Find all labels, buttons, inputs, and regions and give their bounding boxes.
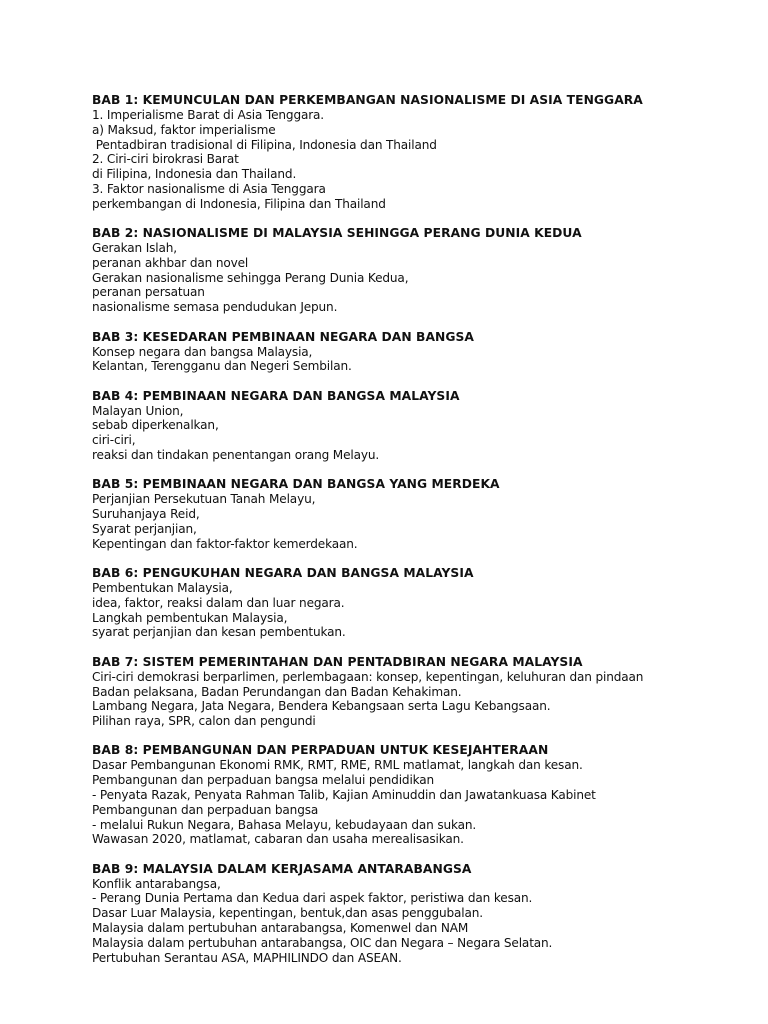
chapter-topic-line: Kepentingan dan faktor-faktor kemerdekaan. [92,536,358,551]
chapter-topic-line: Lambang Negara, Jata Negara, Bendera Kebangsaan serta Lagu Kebangsaan. [92,699,551,714]
chapter-topic-line: Pilihan raya, SPR, calon dan pengundi [92,714,316,729]
chapter-topic-line: Konsep negara dan bangsa Malaysia, [92,344,313,359]
chapter-section [92,477,752,551]
chapter-topic-line: di Filipina, Indonesia dan Thailand. [92,167,297,182]
chapter-topic-line: Wawasan 2020, matlamat, cabaran dan usaha merealisasikan. [92,832,464,847]
chapter-topic-line: Malaysia dalam pertubuhan antarabangsa, Komenwel dan NAM [92,921,469,936]
chapter-topic-line: idea, faktor, reaksi dalam dan luar negara. [92,595,345,610]
chapter-topic-line: Gerakan Islah, [92,241,177,256]
chapter-topic-line: Langkah pembentukan Malaysia, [92,610,288,625]
chapter-topic-line: a) Maksud, faktor imperialisme [92,122,276,137]
chapter-section [92,330,752,375]
chapter-topic-line: 3. Faktor nasionalisme di Asia Tenggara [92,181,326,196]
chapter-heading: BAB 7: SISTEM PEMERINTAHAN DAN PENTADBIRAN NEGARA MALAYSIA [92,654,583,669]
chapter-topic-line: Pembangunan dan perpaduan bangsa melalui pendidikan [92,773,435,788]
chapter-topic-line: Malaysia dalam pertubuhan antarabangsa, OIC dan Negara – Negara Selatan. [92,935,553,950]
chapter-section [92,566,752,640]
chapter-section [92,93,752,212]
chapter-heading: BAB 2: NASIONALISME DI MALAYSIA SEHINGGA PERANG DUNIA KEDUA [92,226,582,241]
chapter-topic-line: Pembangunan dan perpaduan bangsa [92,802,319,817]
chapter-topic-line: - Penyata Razak, Penyata Rahman Talib, Kajian Aminuddin dan Jawatankuasa Kabinet [92,788,596,802]
chapter-heading: BAB 8: PEMBANGUNAN DAN PERPADUAN UNTUK KESEJAHTERAAN [92,743,549,758]
chapter-topic-line: Pertubuhan Serantau ASA, MAPHILINDO dan ASEAN. [92,950,402,965]
chapter-topic-line: reaksi dan tindakan penentangan orang Melayu. [92,448,380,463]
chapter-topic-line: Pembentukan Malaysia, [92,581,233,596]
chapter-heading: BAB 4: PEMBINAAN NEGARA DAN BANGSA MALAYSIA [92,388,460,403]
chapter-topic-line: 1. Imperialisme Barat di Asia Tenggara. [92,108,325,122]
chapter-topic-line: Syarat perjanjian, [92,521,197,536]
chapter-topic-line: nasionalisme semasa pendudukan Jepun. [92,300,338,315]
chapter-topic-line: peranan akhbar dan novel [92,255,249,270]
chapter-heading: BAB 6: PENGUKUHAN NEGARA DAN BANGSA MALAYSIA [92,566,474,581]
chapter-heading: BAB 1: KEMUNCULAN DAN PERKEMBANGAN NASIONALISME DI ASIA TENGGARA [92,93,643,107]
chapter-heading: BAB 3: KESEDARAN PEMBINAAN NEGARA DAN BANGSA [92,329,474,344]
chapter-topic-line: Kelantan, Terengganu dan Negeri Sembilan. [92,359,352,374]
chapter-topic-line: syarat perjanjian dan kesan pembentukan. [92,625,346,640]
chapter-topic-line: sebab diperkenalkan, [92,418,219,433]
chapter-topic-line: Perjanjian Persekutuan Tanah Melayu, [92,492,316,507]
chapter-topic-line: Dasar Luar Malaysia, kepentingan, bentuk,dan asas penggubalan. [92,906,483,921]
chapter-topic-line: Badan pelaksana, Badan Perundangan dan Badan Kehakiman. [92,684,462,699]
chapter-section [92,389,752,463]
chapter-topic-line: Pentadbiran tradisional di Filipina, Indonesia dan Thailand [92,137,437,152]
chapter-section [92,862,752,966]
chapter-heading: BAB 5: PEMBINAAN NEGARA DAN BANGSA YANG MERDEKA [92,477,500,492]
chapter-topic-line: 2. Ciri-ciri birokrasi Barat [92,152,239,167]
chapter-topic-line: perkembangan di Indonesia, Filipina dan Thailand [92,196,386,211]
chapter-heading: BAB 9: MALAYSIA DALAM KERJASAMA ANTARABANGSA [92,861,472,876]
chapter-topic-line: - melalui Rukun Negara, Bahasa Melayu, kebudayaan dan sukan. [92,817,477,832]
chapter-section [92,655,752,729]
chapter-topic-line: Dasar Pembangunan Ekonomi RMK, RMT, RME, RML matlamat, langkah dan kesan. [92,758,583,773]
chapter-topic-line: Konflik antarabangsa, [92,876,221,891]
chapter-topic-line: peranan persatuan [92,285,205,300]
chapter-section [92,226,752,315]
document-page [92,93,752,980]
chapter-topic-line: Ciri-ciri demokrasi berparlimen, perlembagaan: konsep, kepentingan, keluhuran dan pindaan [92,669,644,684]
chapter-section [92,743,752,847]
chapter-topic-line: - Perang Dunia Pertama dan Kedua dari aspek faktor, peristiwa dan kesan. [92,891,533,906]
chapter-topic-line: Malayan Union, [92,403,184,418]
chapter-topic-line: ciri-ciri, [92,433,136,448]
chapter-topic-line: Gerakan nasionalisme sehingga Perang Dunia Kedua, [92,270,409,285]
chapter-topic-line: Suruhanjaya Reid, [92,507,200,522]
